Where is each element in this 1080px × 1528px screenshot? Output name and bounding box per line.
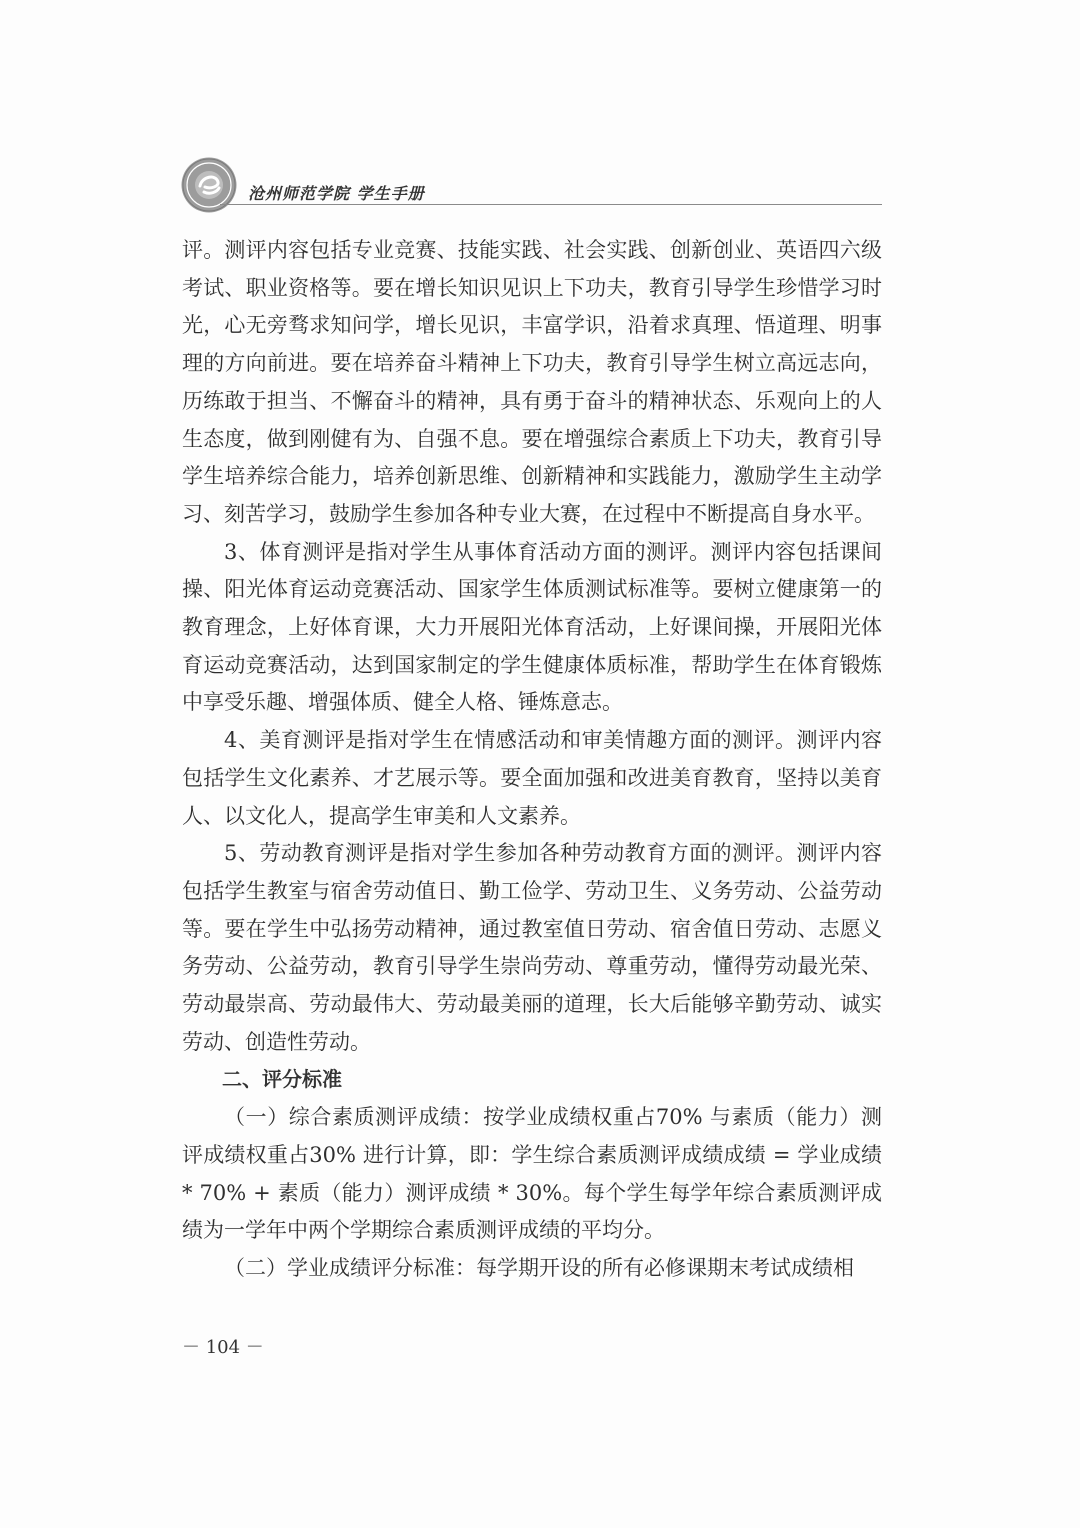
paragraph-academic-score: （二）学业成绩评分标准：每学期开设的所有必修课期末考试成绩相 bbox=[224, 1255, 854, 1280]
paragraph-sports-assessment: 3、体育测评是指对学生从事体育活动方面的测评。测评内容包括课间操、阳光体育运动竞赛活动、国家学生体质测试标准等。要树立健康第一的教育理念，上好体育课，大力开展阳光体育活动，上好课间操，开展阳光体育运动竞赛活动，达到国家制定的学生健康体质标准，帮助学生在体育锻炼中享受乐趣、增强体质、健全人格、锤炼意志。 bbox=[182, 539, 882, 715]
university-seal-icon bbox=[180, 156, 238, 214]
header-title: 沧州师范学院 学生手册 bbox=[248, 184, 425, 203]
section-heading: 二、评分标准 bbox=[222, 1067, 342, 1092]
paragraph-continuation: 评。测评内容包括专业竞赛、技能实践、社会实践、创新创业、英语四六级考试、职业资格等。要在增长知识见识上下功夫，教育引导学生珍惜学习时光，心无旁骛求知问学，增长见识，丰富学识，沿着求真理、悟道理、明事理的方向前进。要在培养奋斗精神上下功夫，教育引导学生树立高远志向，历练敢于担当、不懈奋斗的精神，具有勇于奋斗的精神状态、乐观向上的人生态度，做到刚健有为、自强不息。要在增强综合素质上下功夫，教育引导学生培养综合能力，培养创新思维、创新精神和实践能力，激励学生主动学习、刻苦学习，鼓励学生参加各种专业大赛，在过程中不断提高自身水平。 bbox=[182, 238, 882, 526]
paragraph-comprehensive-score: （一）综合素质测评成绩：按学业成绩权重占70% 与素质（能力）测评成绩权重占30% 进行计算，即：学生综合素质测评成绩成绩 = 学业成绩 * 70% + 素质（能力）测评成绩 * 30%。每个学生每学年综合素质测评成绩为一学年中两个学期综合素质测评成绩的平均分。 bbox=[182, 1105, 882, 1243]
page-header bbox=[180, 156, 882, 218]
body-text bbox=[182, 232, 882, 1288]
paragraph-labor-assessment: 5、劳动教育测评是指对学生参加各种劳动教育方面的测评。测评内容包括学生教室与宿舍劳动值日、勤工俭学、劳动卫生、义务劳动、公益劳动等。要在学生中弘扬劳动精神，通过教室值日劳动、宿舍值日劳动、志愿义务劳动、公益劳动，教育引导学生崇尚劳动、尊重劳动，懂得劳动最光荣、劳动最崇高、劳动最伟大、劳动最美丽的道理，长大后能够辛勤劳动、诚实劳动、创造性劳动。 bbox=[182, 841, 882, 1054]
paragraph-aesthetic-assessment: 4、美育测评是指对学生在情感活动和审美情趣方面的测评。测评内容包括学生文化素养、才艺展示等。要全面加强和改进美育教育，坚持以美育人、以文化人，提高学生审美和人文素养。 bbox=[182, 728, 882, 828]
header-rule bbox=[220, 204, 882, 205]
page-number: － 104 － bbox=[182, 1337, 264, 1358]
